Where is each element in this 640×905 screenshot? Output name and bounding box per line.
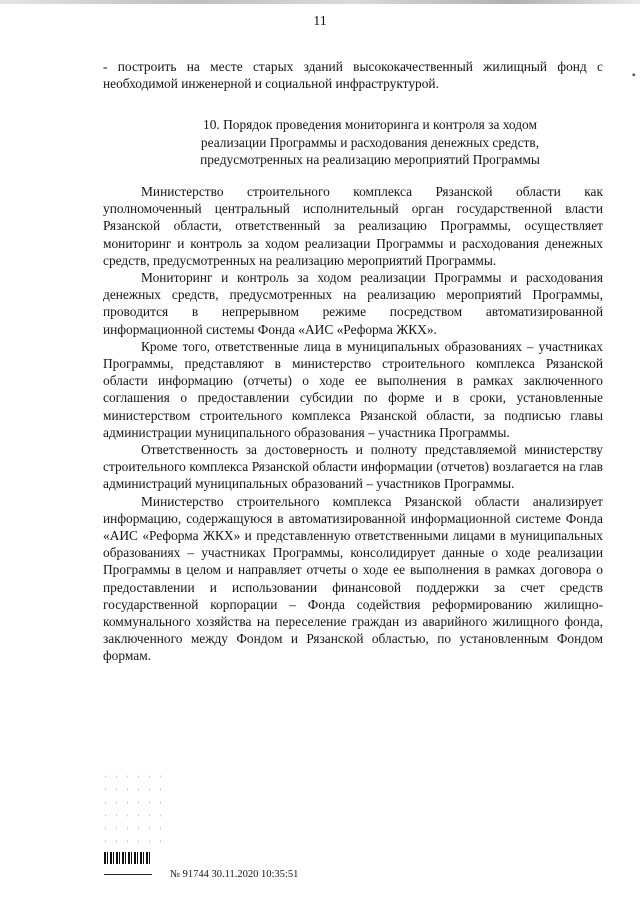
page-number: 11: [313, 14, 327, 29]
paragraph-analysis: Министерство строительного комплекса Рязанской области анализирует информацию, содержащуюся в автоматизированной информационной системе Фонда «АИС «Реформа ЖКХ» и представленную ответственными лицами в муниципальных образованиях – участниках Программы, консолидирует данные о ходе реализации Программы в целом и направляет отчеты о ходе ее выполнения в рамках договора о предоставлении и использовании финансовой поддержки за счет средств государственной корпорации – Фонда содействия реформированию жилищно-коммунального хозяйства на переселение граждан из аварийного жилищного фонда, заключенного между Фондом и Рязанской областью, по установленным Фондом формам.: [103, 493, 603, 664]
paragraph-responsibility: Ответственность за достоверность и полноту представляемой министерству строительного комплекса Рязанской области информации (отчетов) возлагается на глав администраций муниципальных образований – участников Программы.: [103, 442, 603, 492]
section-heading: [170, 116, 570, 169]
barcode-icon: [104, 852, 152, 864]
barcode-stamp: [104, 852, 152, 875]
paragraph-ministry-role: Министерство строительного комплекса Рязанской области как уполномоченный центральный исполнительный орган государственной власти Рязанской области, ответственный за реализацию Программы, осуществляет мониторинг и контроль за ходом реализации Программы и расходования денежных средств, предусмотренных на реализацию мероприятий Программы.: [103, 184, 603, 268]
section-heading-line: 10. Порядок проведения мониторинга и контроля за ходом: [203, 117, 537, 132]
intro-line: - построить на месте старых зданий высококачественный жилищный фонд с необходимой инженерной и социальной инфраструктурой.: [103, 59, 603, 92]
margin-mark: ▪: [632, 70, 636, 81]
document-registration-stamp: № 91744 30.11.2020 10:35:51: [170, 869, 299, 880]
section-heading-line: предусмотренных на реализацию мероприятий Программы: [200, 152, 540, 168]
scan-edge: [0, 0, 640, 4]
intro-paragraph: [103, 58, 603, 92]
body-text: [103, 183, 603, 665]
paragraph-monitoring-system: Мониторинг и контроль за ходом реализации Программы и расходования денежных средств, предусмотренных на реализацию мероприятий Программы, проводится в непрерывном режиме посредством автоматизированной информационной системы Фонда «АИС «Реформа ЖКХ».: [103, 270, 603, 337]
section-heading-line: реализации Программы и расходования денежных средств,: [200, 134, 540, 150]
paragraph-reporting: Кроме того, ответственные лица в муниципальных образованиях – участниках Программы, представляют в министерство строительного комплекса Рязанской области информацию (отчеты) о ходе ее выполнения в рамках заключенного соглашения о предоставлении субсидии по форме и в сроки, установленные министерством строительного комплекса Рязанской области, за подписью главы администрации муниципального образования – участника Программы.: [103, 338, 603, 440]
scan-noise: [100, 770, 170, 850]
